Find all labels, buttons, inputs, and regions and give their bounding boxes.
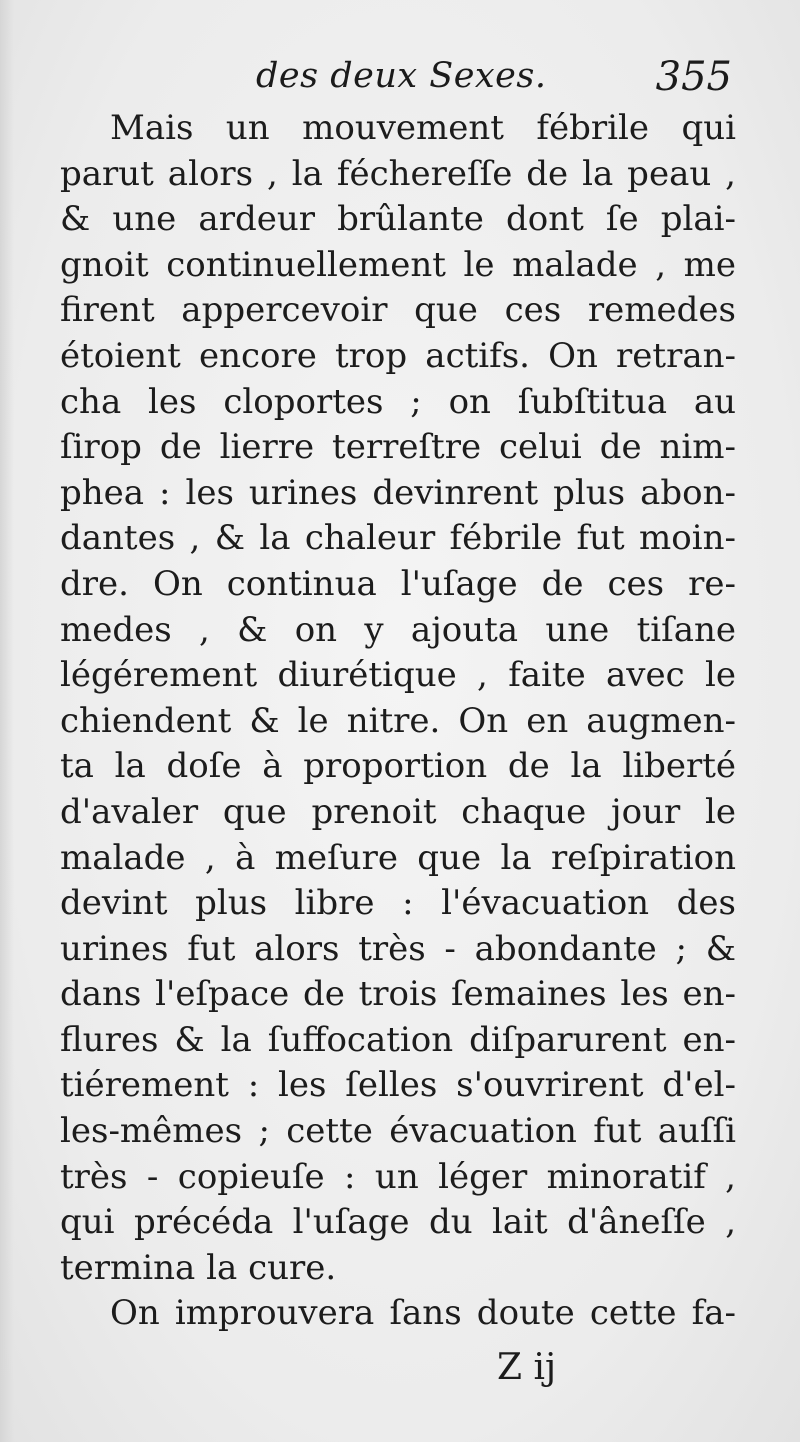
text-line: firent appercevoir que ces remedes [60,290,736,331]
text-line: qui précéda l'uſage du lait d'âneſſe , [60,1202,736,1243]
text-line: Mais un mouvement fébrile qui [110,108,736,148]
text-line: On improuvera ſans doute cette fa- [110,1293,736,1334]
text-line: malade , à meſure que la reſpiration [60,837,736,878]
text-line: légérement diurétique , faite avec le [60,655,736,696]
text-line: cha les cloportes ; on ſubſtitua au [60,381,736,422]
text-line: ſirop de lierre terreſtre celui de nim- [60,427,736,468]
paragraph-2 [60,1291,736,1337]
running-head [60,54,736,104]
text-line: d'avaler que prenoit chaque jour le [60,791,736,832]
text-line: phea : les urines devinrent plus abon- [60,472,736,513]
text-line: dre. On continua l'uſage de ces re- [60,563,736,604]
page-number: 355 [655,54,732,100]
text-line: devint plus libre : l'évacuation des [60,883,736,924]
text-line: dantes , & la chaleur fébrile fut moin- [60,518,736,559]
text-line: flures & la ſuffocation diſparurent en- [60,1019,736,1060]
text-line: très - copieuſe : un léger minoratif , [60,1156,736,1197]
running-title: des deux Sexes. [256,56,547,96]
paragraph-1 [60,106,736,1291]
text-line: medes , & on y ajouta une tiſane [60,609,736,650]
text-line: tiérement : les ſelles s'ouvrirent d'el- [60,1065,736,1106]
body-text [60,106,736,1337]
page-gutter-shadow [0,0,14,1442]
text-line: gnoit continuellement le malade , me [60,244,736,285]
text-line: ta la doſe à proportion de la liberté [60,746,736,787]
signature-mark: Z ij [497,1347,557,1388]
text-line: termina la cure. [60,1247,337,1288]
text-line: dans l'eſpace de trois ſemaines les en- [60,974,736,1015]
text-line: étoient encore trop actifs. On retran- [60,335,736,376]
text-line: urines fut alors très - abondante ; & [60,928,736,969]
text-line: les-mêmes ; cette évacuation fut auſſi [60,1111,736,1152]
text-line: parut alors , la féchereſſe de la peau , [60,153,736,194]
text-line: & une ardeur brûlante dont ſe plai- [60,199,736,240]
text-line: chiendent & le nitre. On en augmen- [60,700,736,741]
